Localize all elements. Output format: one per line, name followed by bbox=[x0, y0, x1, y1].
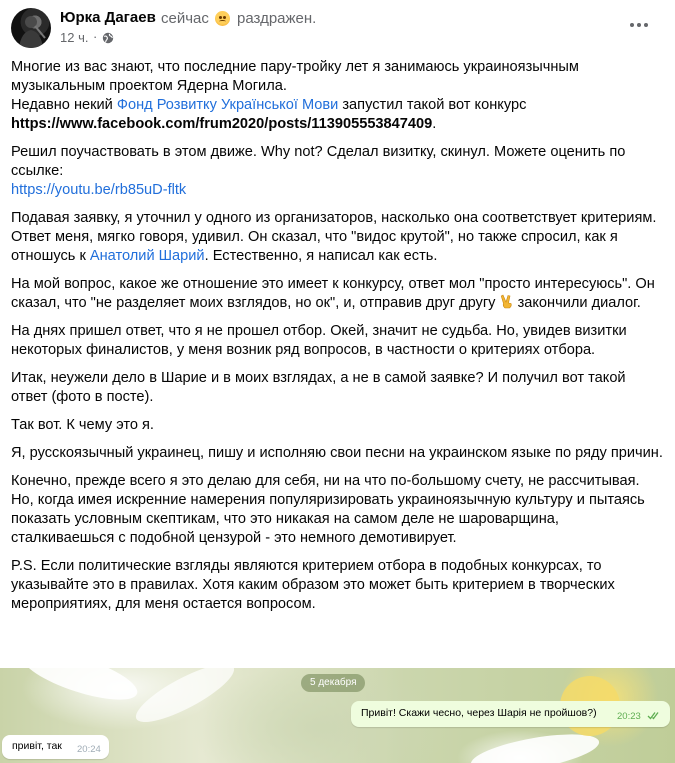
attached-photo[interactable] bbox=[0, 668, 675, 763]
paragraph-3 bbox=[11, 209, 663, 266]
paragraph-2 bbox=[11, 143, 663, 200]
paragraph-1-line-2-start: Недавно некий bbox=[11, 97, 117, 113]
date-chip: 5 декабря bbox=[301, 674, 365, 692]
paragraph-8: Я, русскоязычный украинец, пишу и исполняю свои песни на украинском языке по ряду причин. bbox=[11, 445, 663, 461]
post-header bbox=[0, 0, 675, 56]
paragraph-1-line-2-end: запустил такой вот конкурс bbox=[338, 97, 527, 113]
paragraph-4 bbox=[11, 275, 663, 313]
youtube-link[interactable]: https://youtu.be/rb85uD-fltk bbox=[11, 182, 187, 198]
angry-face-emoji bbox=[215, 11, 230, 26]
outgoing-message-text: Привіт! Скажи чесно, через Шарія не пройшов?) bbox=[361, 707, 597, 719]
paragraph-2-text: Решил поучаствовать в этом движе. Why not? Сделал визитку, скинул. Можете оценить по ссылке: bbox=[11, 144, 626, 179]
paragraph-4-end: закончили диалог. bbox=[513, 295, 641, 311]
paragraph-1-line-1: Многие из вас знают, что последние пару-тройку лет я занимаюсь украиноязычным музыкальным проектом Ядерна Могила. bbox=[11, 59, 579, 94]
incoming-message-text: привіт, так bbox=[12, 740, 62, 752]
more-options-icon[interactable] bbox=[621, 11, 657, 39]
post-timestamp[interactable]: 12 ч. bbox=[60, 30, 89, 45]
incoming-message bbox=[2, 735, 109, 759]
author-name[interactable]: Юрка Дагаев bbox=[60, 9, 156, 26]
author-avatar[interactable] bbox=[11, 8, 51, 48]
paragraph-9: Конечно, прежде всего я это делаю для себя, ни на что по-большому счету, не рассчитывая. Но, когда имея искренние намерения популяризировать украиноязычную культуру и пытаясь показать условным скептикам, что это никакая на самом деле не шароварщина, сталкиваешься с подобной цензурой - это немного демотивирует. bbox=[11, 473, 645, 546]
paragraph-3-start: Подавая заявку, я уточнил у одного из организаторов, насколько она соответствует критериям. Ответ меня, мягко говоря, удивил. Он сказал, что "видос крутой", но также спросил, как я отношусь к bbox=[11, 210, 657, 264]
paragraph-4-start: На мой вопрос, какое же отношение это имеет к конкурсу, ответ мол "просто интересуюсь". Он сказал, что "не разделяет моих взглядов, но ок", и, отправив друг другу bbox=[11, 276, 655, 311]
paragraph-10: P.S. Если политические взгляды являются критерием отбора в подобных конкурсах, то указывайте это в правилах. Хотя каким образом это может быть критерием в творческих мероприятиях, для меня остается вопросом. bbox=[11, 558, 615, 612]
url-period: . bbox=[432, 116, 437, 132]
double-check-icon bbox=[647, 711, 661, 720]
meta-separator: · bbox=[93, 29, 98, 44]
paragraph-1 bbox=[11, 58, 663, 134]
outgoing-message-time: 20:23 bbox=[617, 711, 641, 722]
contest-post-url[interactable]: https://www.facebook.com/frum2020/posts/113905553847409 bbox=[11, 116, 433, 132]
outgoing-message bbox=[351, 701, 670, 727]
mention-link[interactable]: Анатолий Шарий bbox=[89, 248, 205, 264]
paragraph-5: На днях пришел ответ, что я не прошел отбор. Окей, значит не судьба. Но, увидев визитки некоторых финалистов, у меня возник ряд вопросов, в частности о критериях отбора. bbox=[11, 323, 627, 358]
post-body bbox=[11, 58, 663, 623]
incoming-message-time: 20:24 bbox=[77, 744, 101, 755]
feeling-label: раздражен. bbox=[237, 10, 317, 27]
paragraph-7: Так вот. К чему это я. bbox=[11, 417, 154, 433]
victory-hand-emoji bbox=[500, 294, 514, 309]
paragraph-3-end: . Естественно, я написал как есть. bbox=[204, 248, 438, 264]
posted-label: сейчас bbox=[161, 10, 209, 27]
daisy-petal bbox=[129, 668, 240, 732]
globe-icon[interactable] bbox=[102, 32, 114, 44]
foundation-page-link[interactable]: Фонд Розвитку Української Мови bbox=[116, 97, 339, 113]
paragraph-6: Итак, неужели дело в Шарие и в моих взглядах, а не в самой заявке? И получил вот такой ответ (фото в посте). bbox=[11, 370, 626, 405]
daisy-petal bbox=[18, 668, 143, 710]
